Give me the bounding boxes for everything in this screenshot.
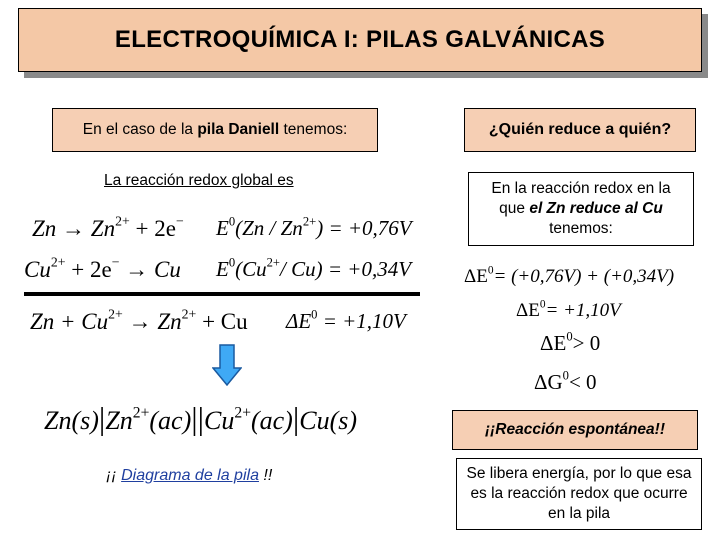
diagram-link[interactable]: Diagrama de la pila [121,467,259,484]
reaction-global: $Zn + Cu^{2+} \to Zn^{2+} + Cu$ [30,306,248,334]
delta-e-result: $\Delta E^0= +1,10V$ [516,298,621,321]
daniell-intro-text [83,121,348,139]
down-arrow-icon [212,344,242,386]
cell-diagram: $Zn(s)|Zn^{2+}(ac)||Cu^{2+}(ac)|Cu(s)$ [44,400,358,436]
spontaneous-text: ¡¡Reacción espontánea!! [484,421,665,438]
intro-prefix: En el caso de la [82,121,198,138]
page-title-text: ELECTROQUÍMICA I: PILAS GALVÁNICAS [114,26,606,53]
reaction-1: $Zn \to Zn^{2+} + 2e^-$ [32,213,184,241]
delta-e-positive: $\Delta E^0> 0$ [540,329,601,355]
reaction-2: $Cu^{2+} + 2e^- \to Cu$ [24,254,181,282]
energy-text: Se libera energía, por lo que esa es la reacción redox que ocurre en la pila [466,465,692,522]
explanation-line-2: que el Zn reduce al Cu [499,200,663,217]
explanation-line-1: En la reacción redox en la [491,180,671,197]
daniell-intro-box [52,108,378,152]
global-reaction-label: La reacción redox global es [104,172,294,189]
reaction-1-potential: $E^0(Zn / Zn^{2+}) = +0,76V$ [216,214,412,240]
page-title [18,8,702,72]
delta-e-sum: $\Delta E^0= (+0,76V) + (+0,34V)$ [464,264,675,287]
who-reduces-text: ¿Quién reduce a quién? [488,121,672,138]
intro-suffix: tenemos: [279,121,348,138]
reaction-global-potential: $\Delta E^0 = +1,10V$ [286,307,406,333]
spontaneous-box [452,410,698,450]
energy-box [456,458,702,530]
diagram-label: ¡¡ Diagrama de la pila !! [106,467,273,484]
explanation-line-3: tenemos: [549,220,613,237]
who-reduces-box [464,108,696,152]
intro-bold: pila Daniell [197,121,280,138]
sum-rule [24,292,420,296]
delta-g-negative: $\Delta G^0< 0$ [534,368,597,394]
explanation-box [468,172,694,246]
reaction-2-potential: $E^0(Cu^{2+}/$ Cu) = +0,34V [216,255,412,281]
